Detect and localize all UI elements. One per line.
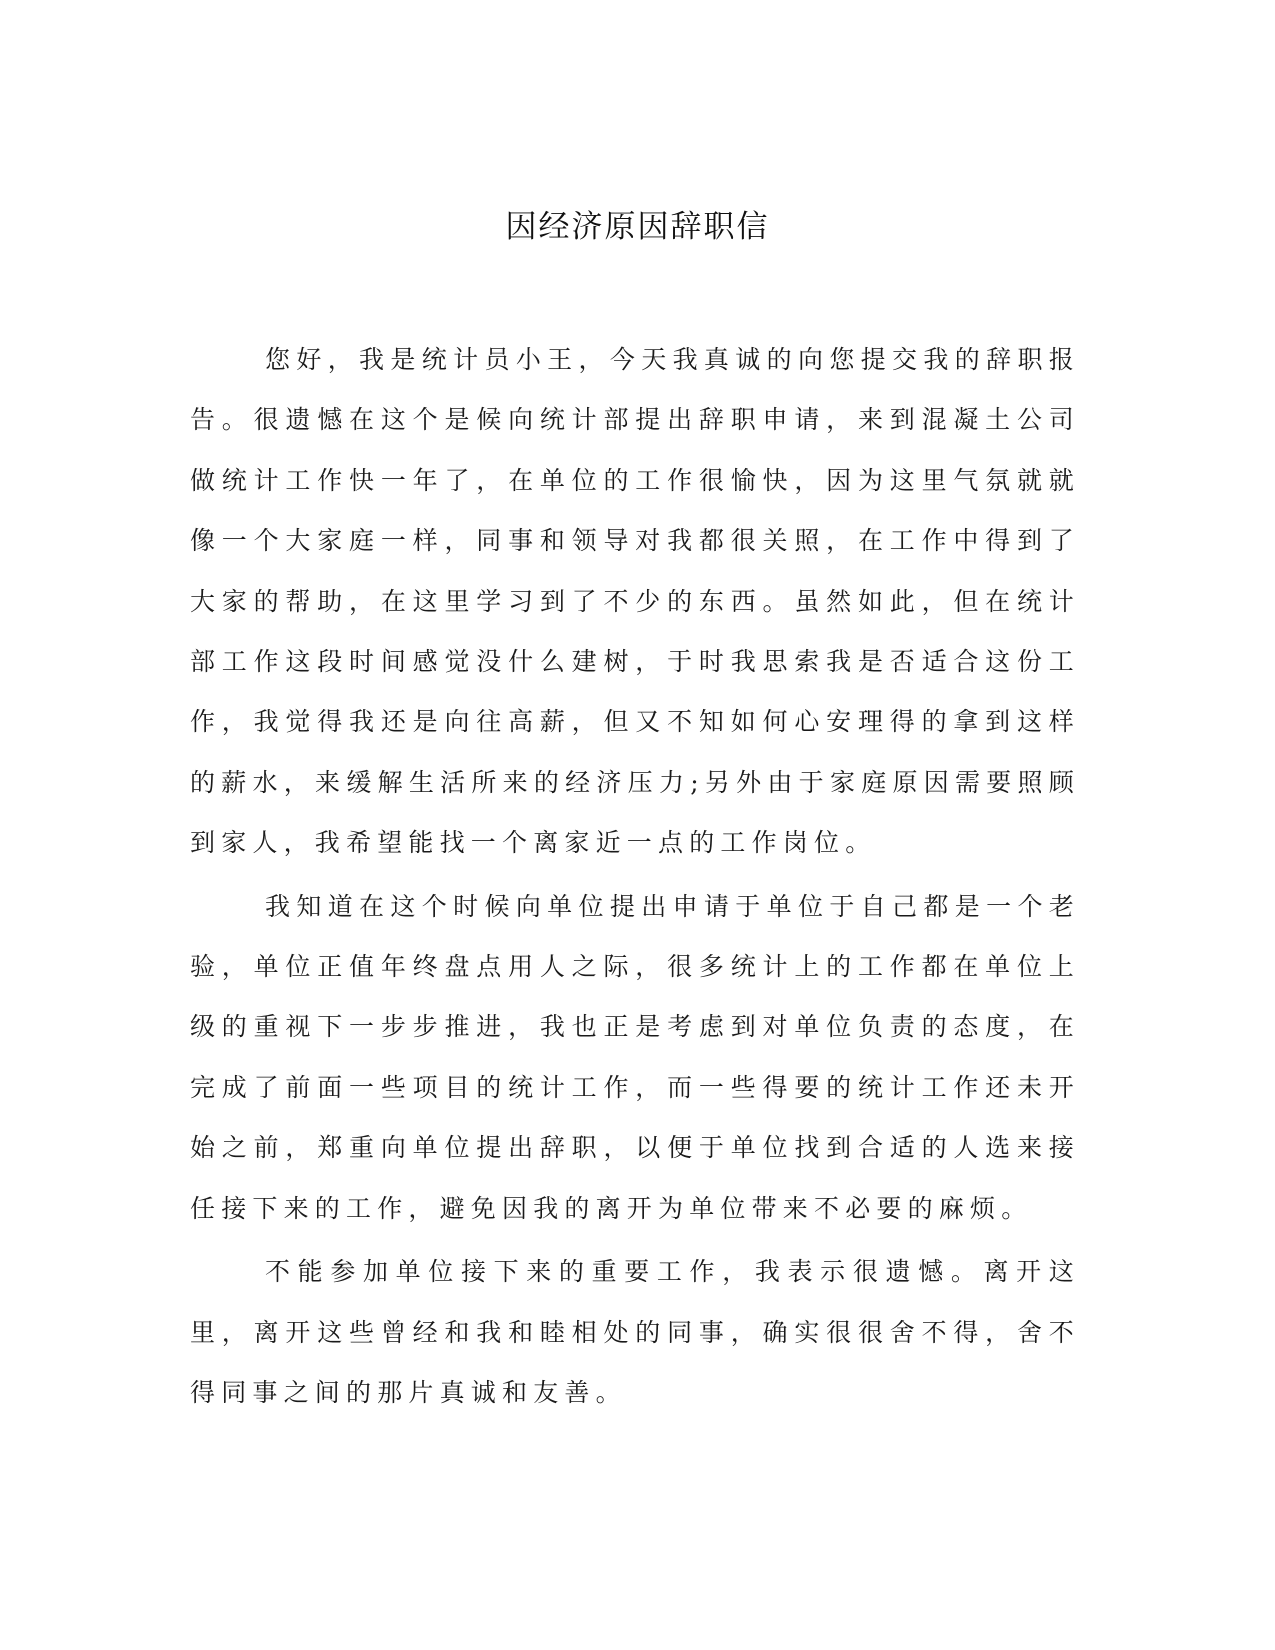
paragraph-2: 我知道在这个时候向单位提出申请于单位于自己都是一个老验，单位正值年终盘点用人之际，很多统计上的工作都在单位上级的重视下一步步推进，我也正是考虑到对单位负责的态度，在完成了前面一些项目的统计工作，而一些得要的统计工作还未开始之前，郑重向单位提出辞职，以便于单位找到合适的人选来接任接下来的工作，避免因我的离开为单位带来不必要的麻烦。 [190, 891, 1080, 1223]
document-title: 因经济原因辞职信 [505, 209, 770, 245]
paragraph-1: 您好，我是统计员小王，今天我真诚的向您提交我的辞职报告。很遗憾在这个是候向统计部提出辞职申请，来到混凝土公司做统计工作快一年了，在单位的工作很愉快，因为这里气氛就就像一个大家庭一样，同事和领导对我都很关照，在工作中得到了大家的帮助，在这里学习到了不少的东西。虽然如此，但在统计部工作这段时间感觉没什么建树，于时我思索我是否适合这份工作，我觉得我还是向往高薪，但又不知如何心安理得的拿到这样的薪水，来缓解生活所来的经济压力;另外由于家庭原因需要照顾到家人，我希望能找一个离家近一点的工作岗位。 [190, 345, 1080, 858]
document-body [190, 330, 1080, 1426]
paragraph-3: 不能参加单位接下来的重要工作，我表示很遗憾。离开这里，离开这些曾经和我和睦相处的同事，确实很很舍不得，舍不得同事之间的那片真诚和友善。 [190, 1257, 1080, 1407]
